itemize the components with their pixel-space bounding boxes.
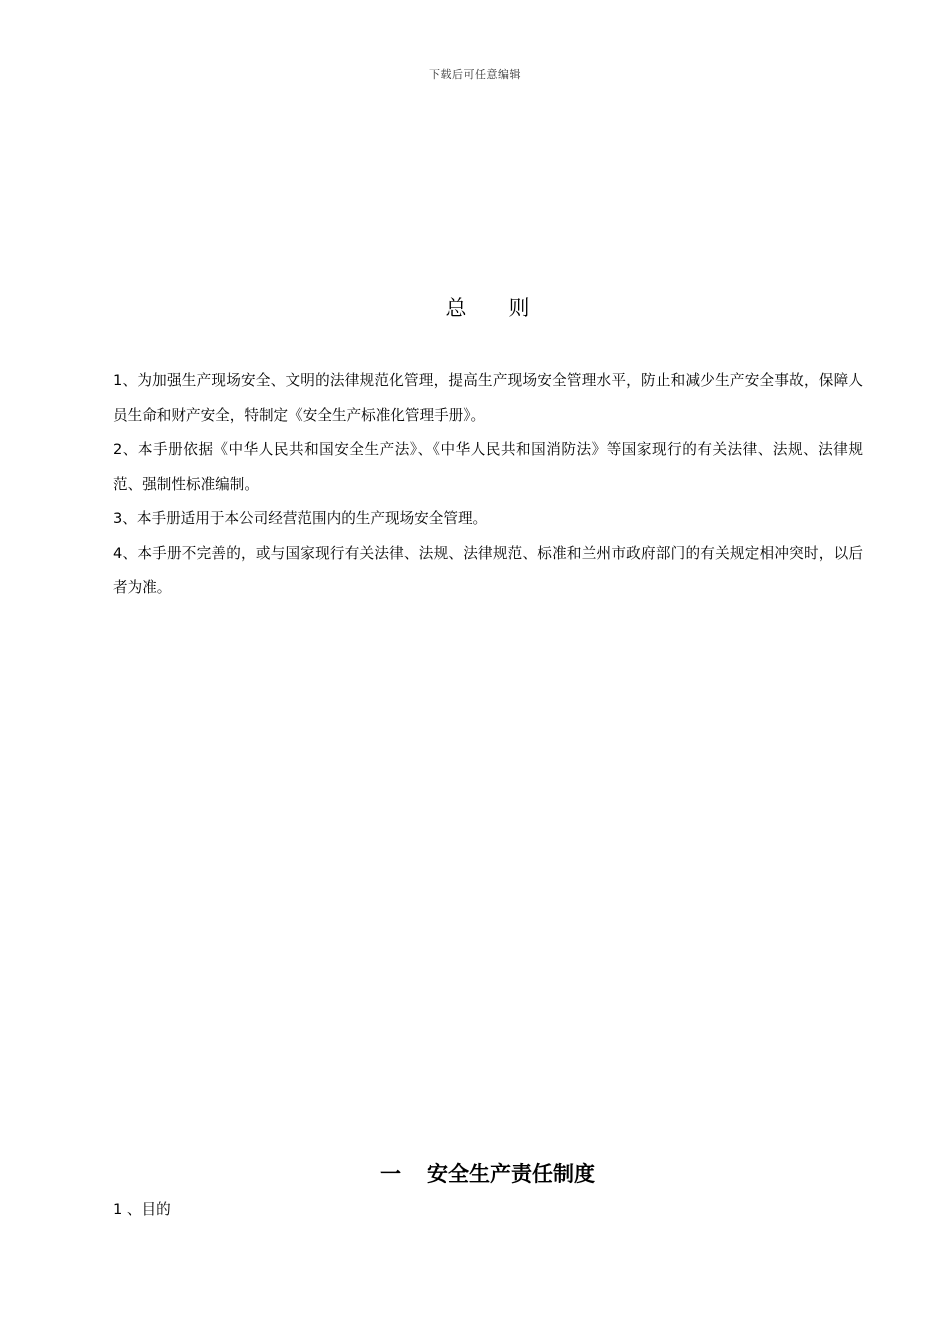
title-part-1: 总 [445, 296, 467, 320]
paragraph-4: 4、本手册不完善的，或与国家现行有关法律、法规、法律规范、标准和兰州市政府部门的有关规定相冲突时，以后者为准。 [113, 544, 863, 596]
chapter-title: 安全生产责任制度 [427, 1162, 595, 1186]
general-provisions-body [113, 364, 863, 606]
paragraph-3: 3、本手册适用于本公司经营范围内的生产现场安全管理。 [113, 510, 488, 527]
paragraph-1: 1、为加强生产现场安全、文明的法律规范化管理，提高生产现场安全管理水平，防止和减少生产安全事故，保障人员生命和财产安全，特制定《安全生产标准化管理手册》。 [113, 372, 863, 424]
title-part-2: 则 [508, 296, 530, 320]
chapter-heading [0, 1158, 950, 1188]
page-header-note: 下载后可任意编辑 [429, 68, 521, 81]
paragraph-2: 2、本手册依据《中华人民共和国安全生产法》、《中华人民共和国消防法》等国家现行的有关法律、法规、法律规范、强制性标准编制。 [113, 441, 863, 493]
chapter-number: 一 [380, 1162, 401, 1186]
general-provisions-title [0, 292, 950, 322]
purpose-subheading: 1 、目的 [113, 1201, 171, 1218]
